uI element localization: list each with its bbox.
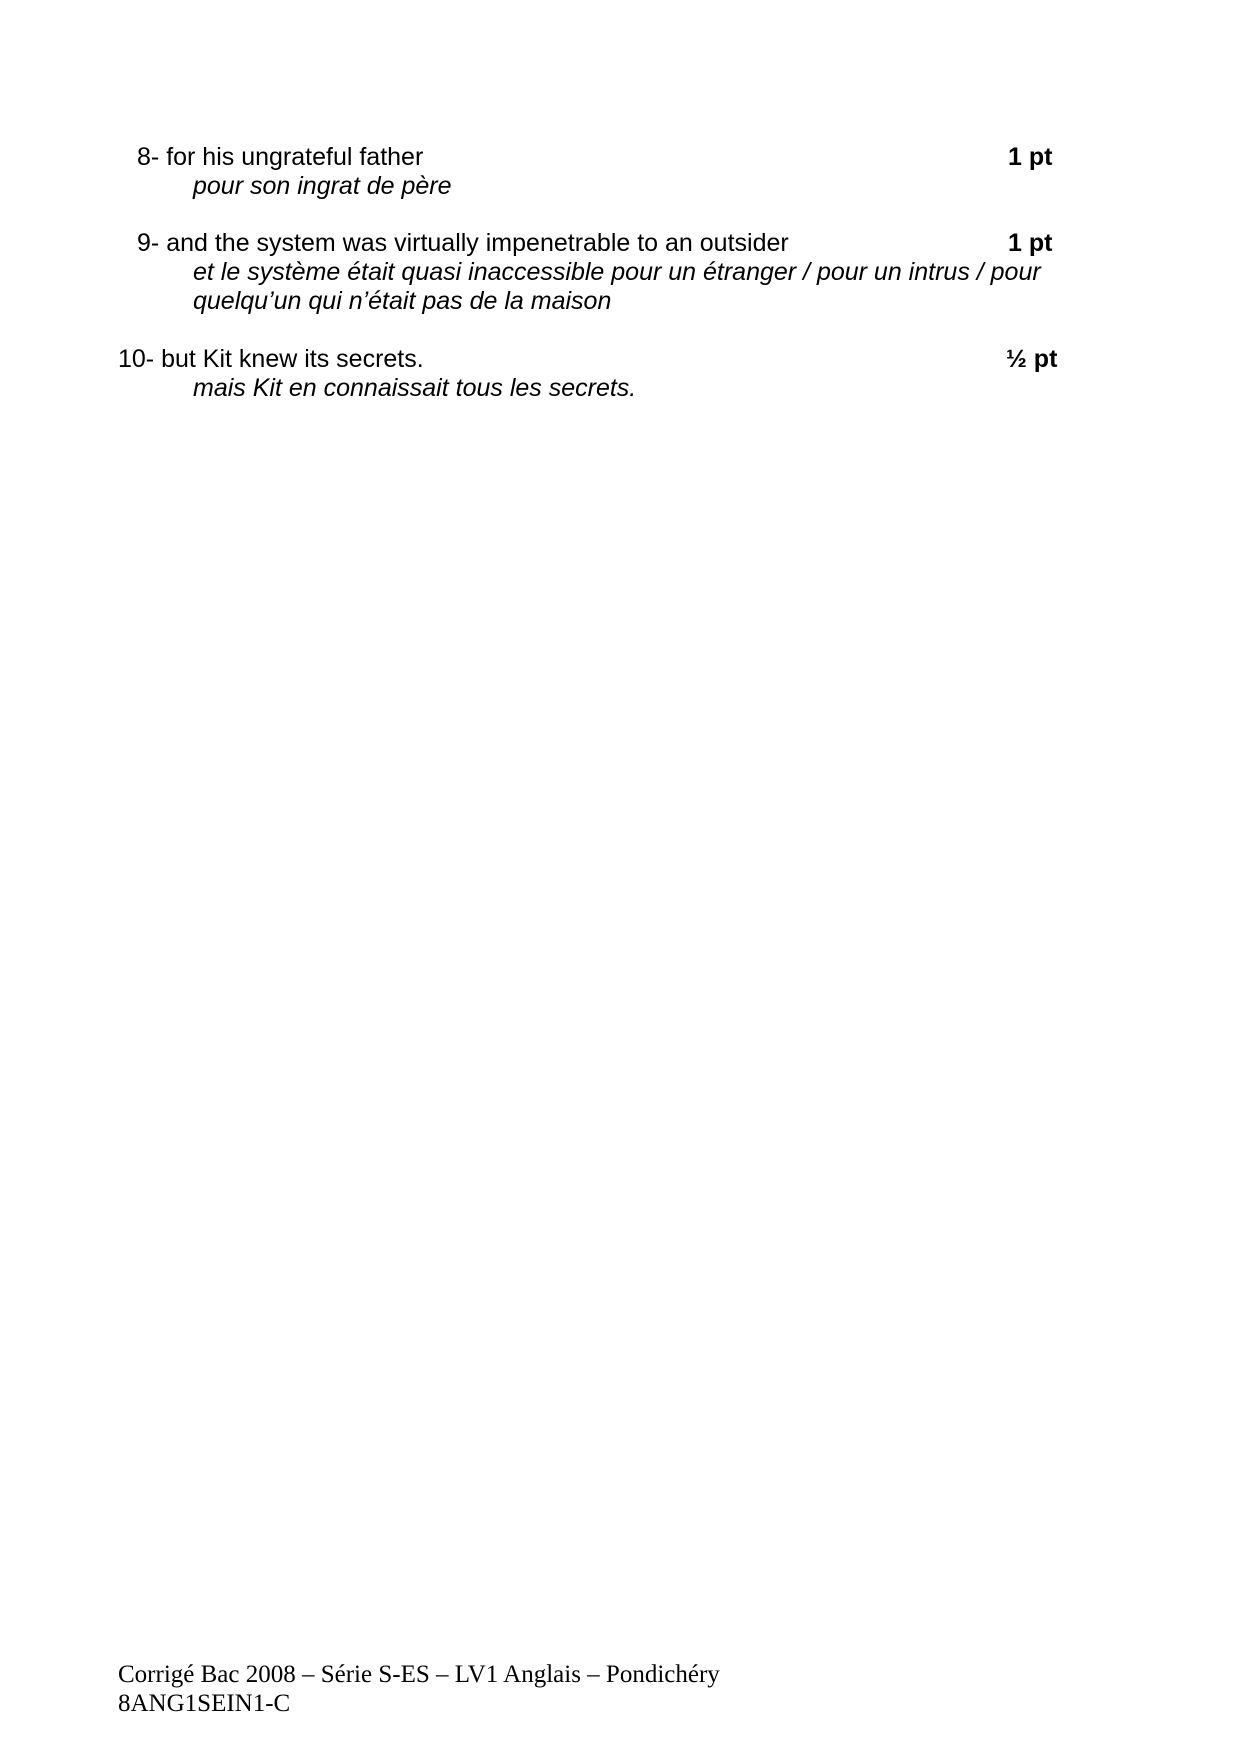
french-translation: mais Kit en connaissait tous les secrets. <box>193 374 637 402</box>
points-label: 1 pt <box>1008 229 1053 257</box>
footer-code: 8ANG1SEIN1-C <box>118 1690 291 1717</box>
french-translation-line-2: quelqu’un qui n’était pas de la maison <box>193 287 612 315</box>
french-translation-line-1: et le système était quasi inaccessible pour un étranger / pour un intrus / pour <box>193 258 1041 286</box>
item-number: 9- <box>137 229 160 257</box>
english-phrase <box>137 143 423 172</box>
page-footer <box>118 1660 720 1718</box>
item-number: 8- <box>137 143 160 171</box>
item-text: for his ungrateful father <box>166 143 424 171</box>
french-translation: pour son ingrat de père <box>193 172 452 200</box>
points-label: 1 pt <box>1008 143 1053 171</box>
item-text: and the system was virtually impenetrable to an outsider <box>166 229 789 257</box>
footer-title: Corrigé Bac 2008 – Série S-ES – LV1 Anglais – Pondichéry <box>118 1661 720 1688</box>
english-phrase <box>137 229 789 258</box>
item-number: 10- <box>118 345 155 373</box>
item-text: but Kit knew its secrets. <box>161 345 424 373</box>
english-phrase <box>118 345 424 374</box>
points-label: ½ pt <box>1006 345 1058 373</box>
